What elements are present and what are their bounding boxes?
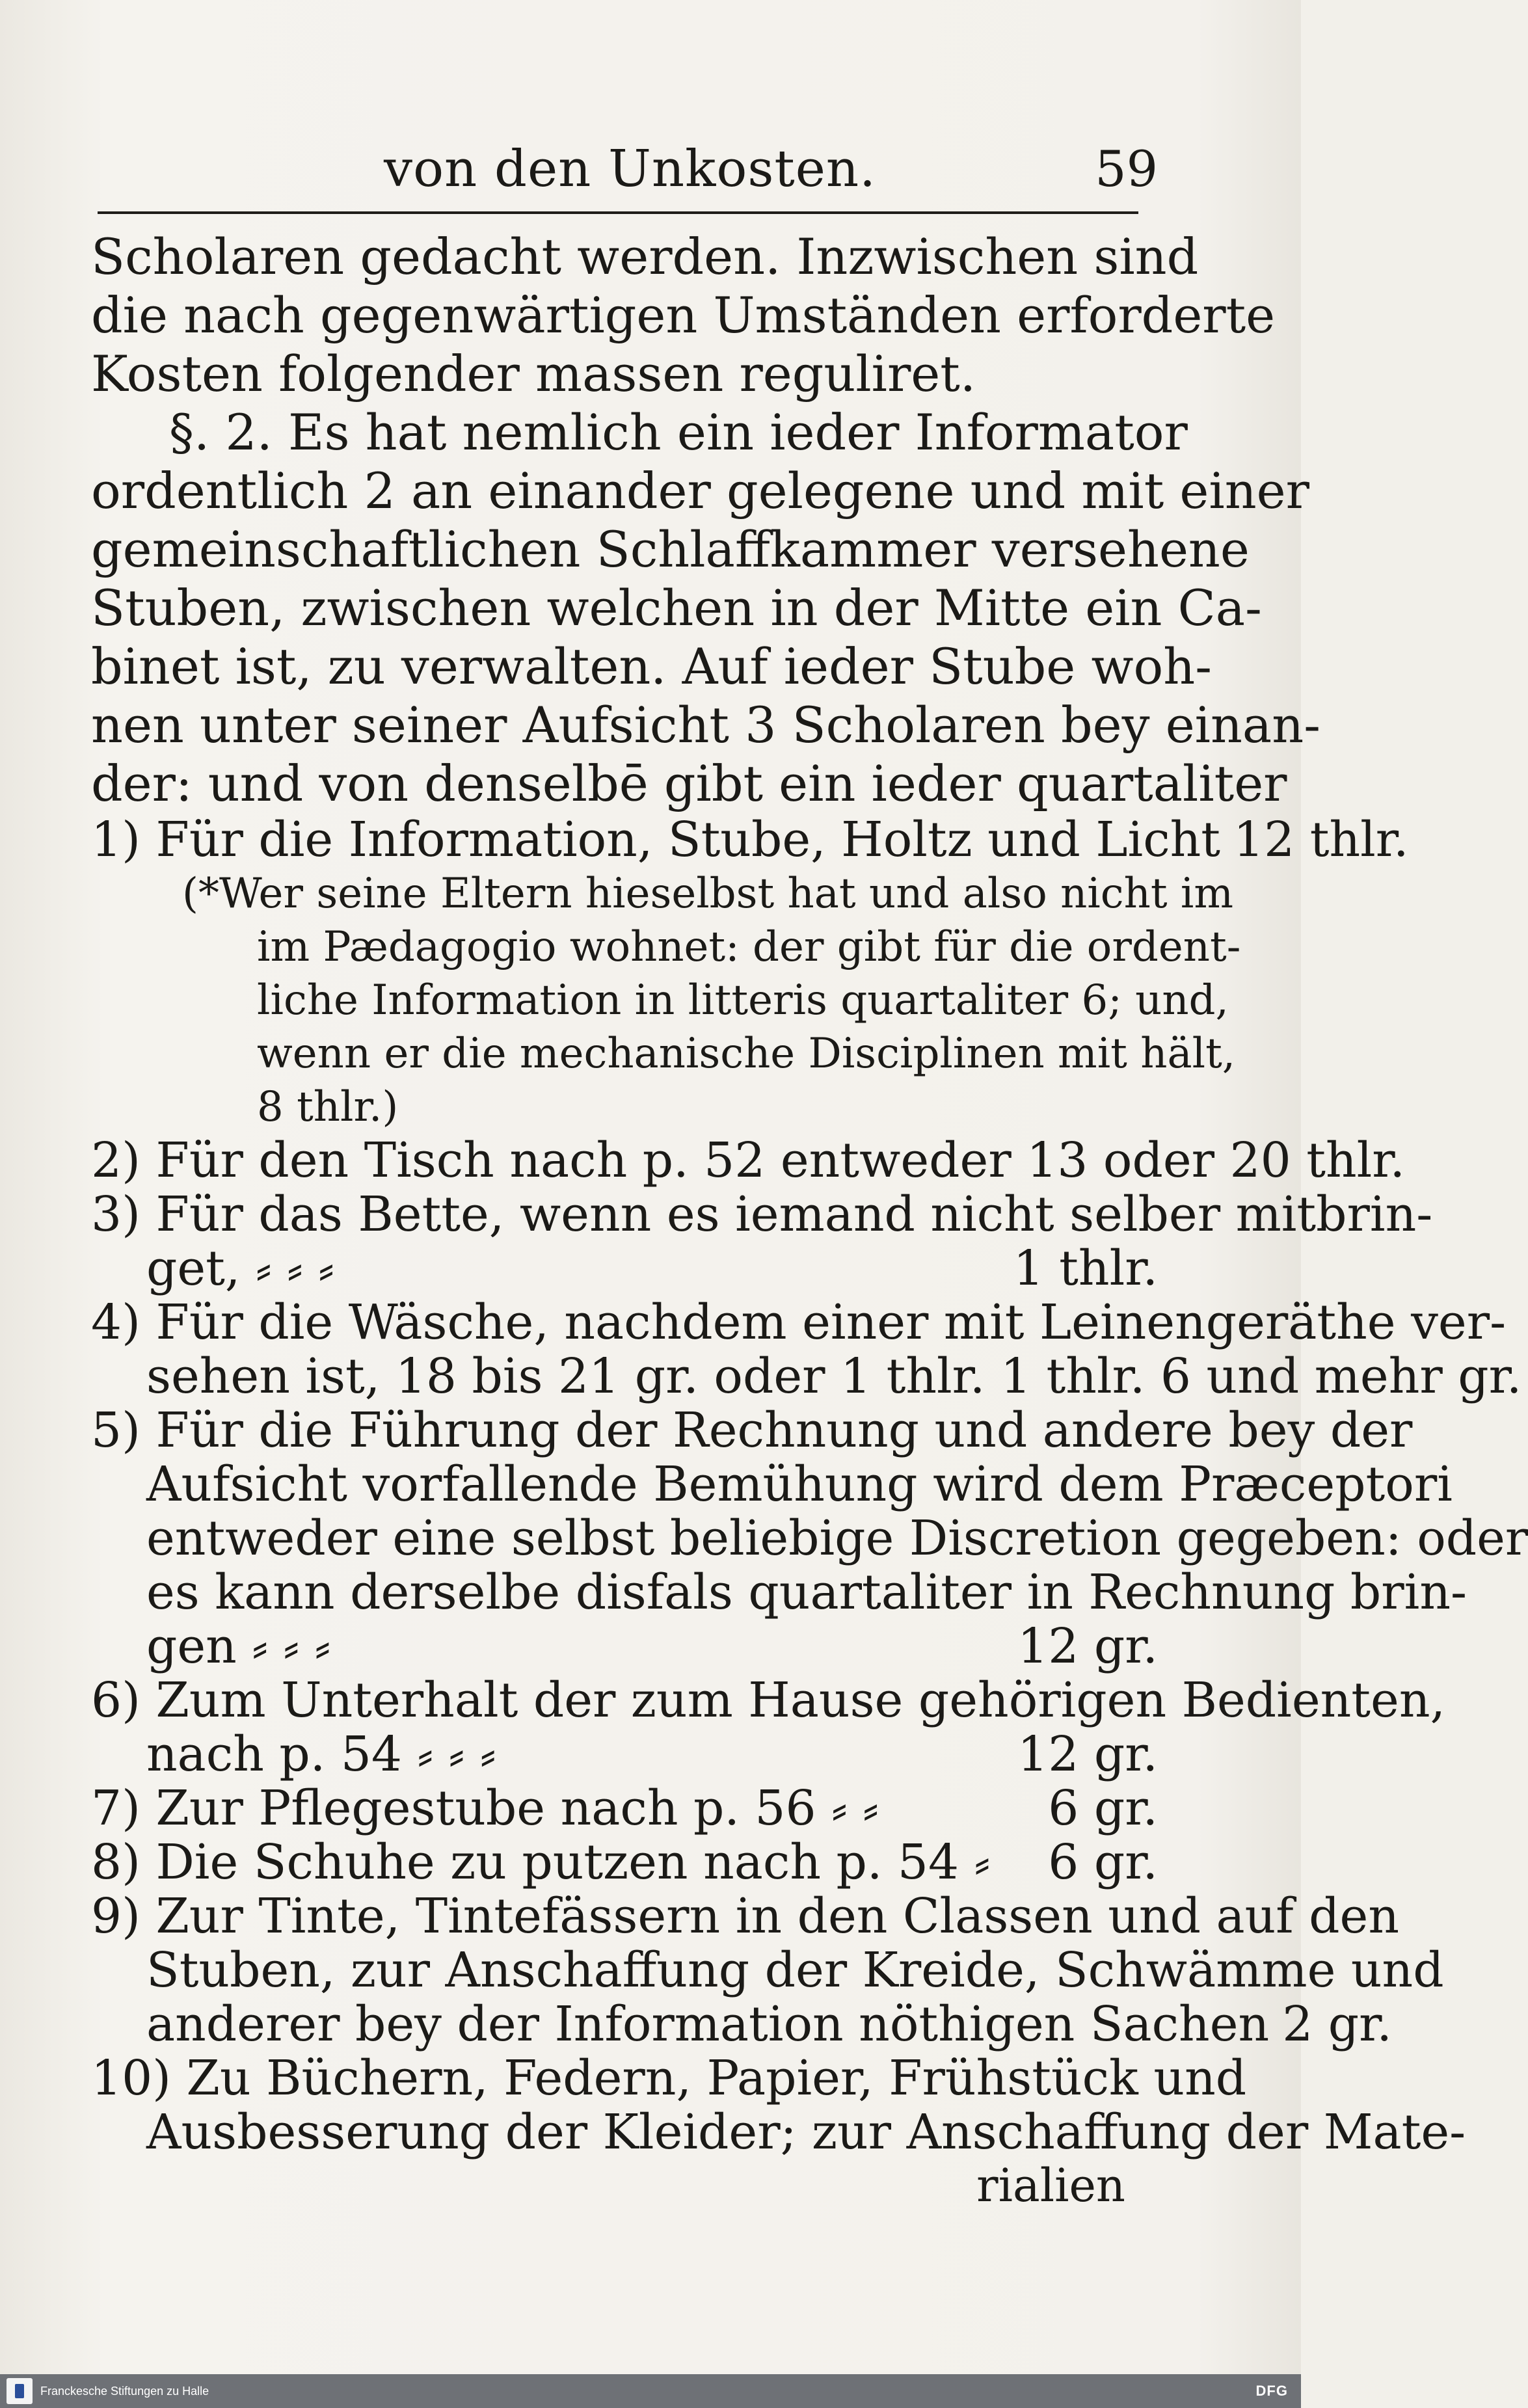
cost-item xyxy=(91,1836,1158,1890)
text-line: Stuben, zwischen welchen in der Mitte ein Ca- xyxy=(91,579,1262,637)
cost-item-text: get, ⸗ ⸗ ⸗ xyxy=(146,1240,334,1296)
text-line: ordentlich 2 an einander gelegene und mit einer xyxy=(91,462,1309,520)
cost-item-continuation xyxy=(91,2104,1466,2160)
cost-item-text: 9) Zur Tinte, Tintefässern in den Classen und auf den xyxy=(91,1888,1399,1944)
cost-item xyxy=(91,1132,1406,1188)
cost-item-continuation xyxy=(91,1996,1392,2052)
header-rule xyxy=(98,211,1138,214)
page-number: 59 xyxy=(1095,140,1158,198)
footnote-line: liche Information in litteris quartaliter 6; und, xyxy=(257,976,1229,1024)
cost-item-text: sehen ist, 18 bis 21 gr. oder 1 thlr. 1 thlr. 6 und mehr gr. xyxy=(146,1348,1522,1404)
cost-item-text: nach p. 54 ⸗ ⸗ ⸗ xyxy=(146,1726,496,1782)
cost-item-amount: 12 gr. xyxy=(1017,1618,1158,1674)
cost-item-text: Ausbesserung der Kleider; zur Anschaffung der Mate- xyxy=(146,2104,1466,2160)
cost-item-continuation xyxy=(91,1728,1158,1782)
footnote-line: 8 thlr.) xyxy=(257,1083,399,1131)
cost-item xyxy=(91,1186,1433,1242)
page-body xyxy=(91,228,1528,2212)
cost-item-amount: 12 gr. xyxy=(1017,1726,1158,1782)
institution-logo-icon xyxy=(7,2378,33,2404)
cost-item-continuation xyxy=(91,1942,1444,1998)
cost-item-amount: 6 gr. xyxy=(1048,1834,1158,1890)
dfg-logo: DFG xyxy=(1255,2383,1288,2399)
cost-item-continuation xyxy=(91,1348,1522,1404)
cost-item-text: 4) Für die Wäsche, nachdem einer mit Leinengeräthe ver- xyxy=(91,1294,1507,1350)
cost-item xyxy=(91,1402,1413,1458)
text-line: Kosten folgender massen reguliret. xyxy=(91,345,976,403)
text-line: gemeinschaftlichen Schlaffkammer versehene xyxy=(91,520,1250,578)
cost-item-amount: 1 thlr. xyxy=(1013,1240,1158,1296)
catchword: rialien xyxy=(976,2159,1125,2212)
cost-item-text: 5) Für die Führung der Rechnung und andere bey der xyxy=(91,1402,1413,1458)
cost-item-continuation xyxy=(91,1510,1528,1566)
cost-item-continuation xyxy=(91,1620,1158,1674)
text-line: nen unter seiner Aufsicht 3 Scholaren bey einan- xyxy=(91,696,1320,754)
footnote-line: im Pædagogio wohnet: der gibt für die ordent- xyxy=(257,923,1241,971)
cost-item-amount: 12 thlr. xyxy=(1233,812,1409,868)
cost-item xyxy=(91,2050,1247,2106)
cost-item-text: 6) Zum Unterhalt der zum Hause gehörigen Bedienten, xyxy=(91,1672,1446,1728)
paragraph-start: §. 2. Es hat nemlich ein ieder Informator xyxy=(169,403,1188,461)
cost-item-text: 7) Zur Pflegestube nach p. 56 ⸗ ⸗ xyxy=(91,1780,879,1836)
viewer-footer xyxy=(0,2374,1301,2408)
text-line: der: und von denselbē gibt ein ieder quartaliter xyxy=(91,755,1287,812)
cost-item-continuation xyxy=(91,1564,1467,1620)
cost-item-continuation xyxy=(91,1242,1158,1296)
cost-item xyxy=(91,1888,1399,1944)
cost-item-text: entweder eine selbst beliebige Discretion gegeben: oder xyxy=(146,1510,1528,1566)
institution-name[interactable]: Franckesche Stiftungen zu Halle xyxy=(40,2384,209,2398)
cost-item-text: 3) Für das Bette, wenn es iemand nicht selber mitbrin- xyxy=(91,1186,1433,1242)
cost-item xyxy=(91,812,1409,868)
cost-item-text: 8) Die Schuhe zu putzen nach p. 54 ⸗ xyxy=(91,1834,991,1890)
text-line: binet ist, zu verwalten. Auf ieder Stube woh- xyxy=(91,637,1212,695)
cost-item-text: 1) Für die Information, Stube, Holtz und Licht xyxy=(91,812,1221,868)
cost-item-text: anderer bey der Information nöthigen Sachen xyxy=(146,1996,1270,2052)
cost-item xyxy=(91,1782,1158,1836)
cost-item xyxy=(91,1672,1446,1728)
cost-item-text: 2) Für den Tisch nach p. 52 entweder 13 oder 20 thlr. xyxy=(91,1132,1406,1188)
cost-item-text: es kann derselbe disfals quartaliter in Rechnung brin- xyxy=(146,1564,1467,1620)
cost-item-continuation xyxy=(91,1456,1453,1512)
cost-item-text: gen ⸗ ⸗ ⸗ xyxy=(146,1618,331,1674)
footnote-line: wenn er die mechanische Disciplinen mit hält, xyxy=(257,1030,1236,1078)
cost-item-text: 10) Zu Büchern, Federn, Papier, Frühstück und xyxy=(91,2050,1247,2106)
cost-item-amount: 6 gr. xyxy=(1048,1780,1158,1836)
text-line: Scholaren gedacht werden. Inzwischen sind xyxy=(91,228,1199,286)
footnote-line: (*Wer seine Eltern hieselbst hat und also nicht im xyxy=(182,870,1234,918)
page-header xyxy=(91,140,1158,218)
cost-item xyxy=(91,1294,1507,1350)
text-line: die nach gegenwärtigen Umständen erforderte xyxy=(91,286,1276,344)
cost-item-text: Aufsicht vorfallende Bemühung wird dem Præceptori xyxy=(146,1456,1453,1512)
running-title: von den Unkosten. xyxy=(384,140,876,198)
cost-item-amount: 2 gr. xyxy=(1282,1996,1392,2052)
cost-item-text: Stuben, zur Anschaffung der Kreide, Schwämme und xyxy=(146,1942,1444,1998)
